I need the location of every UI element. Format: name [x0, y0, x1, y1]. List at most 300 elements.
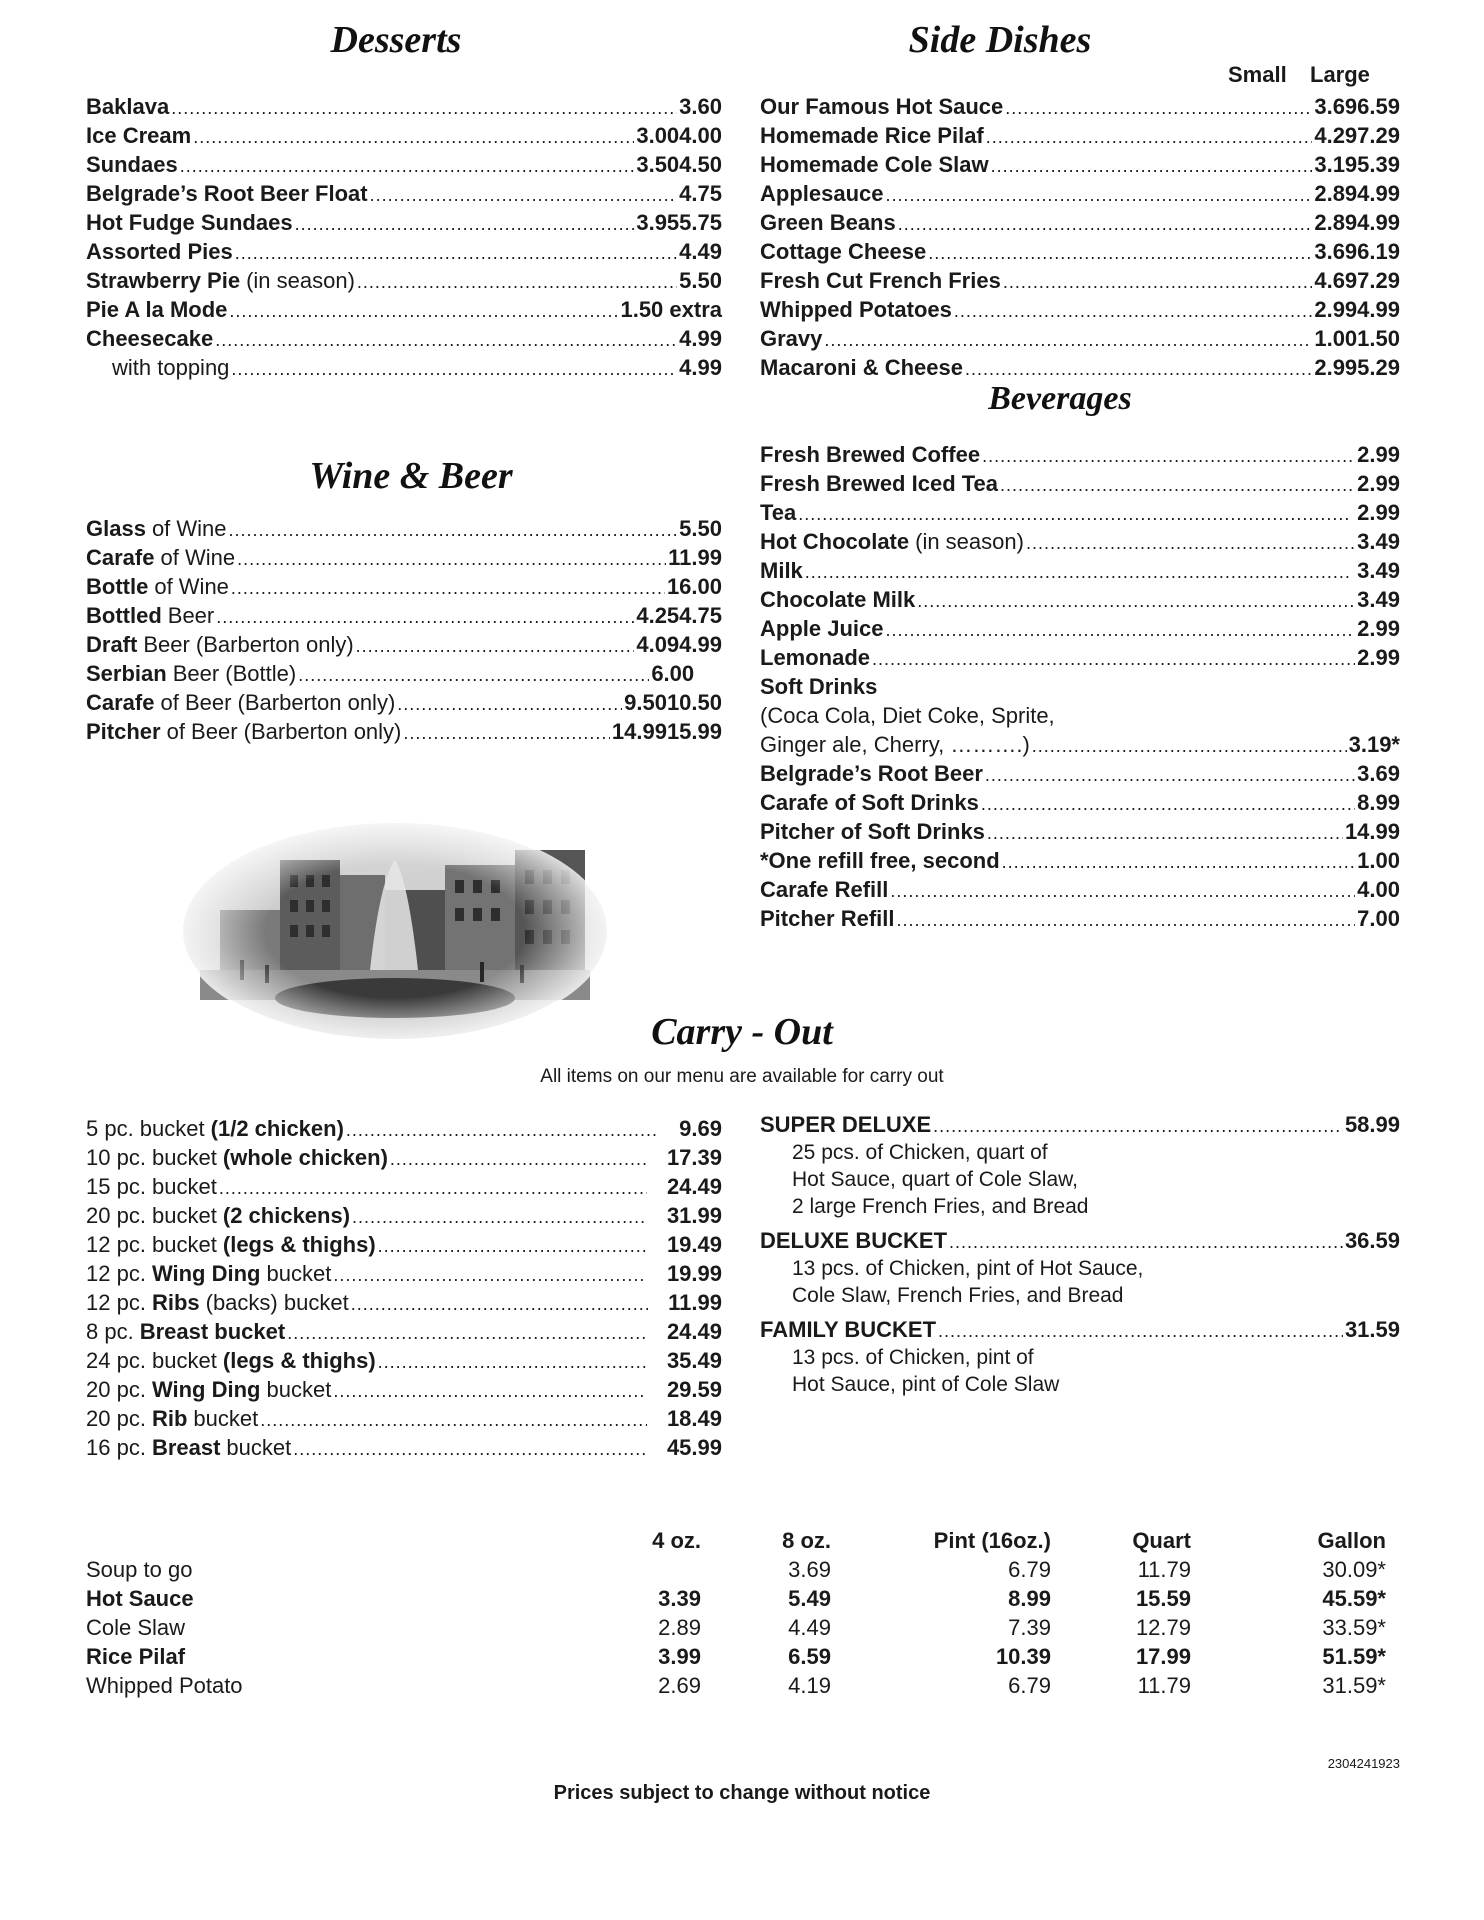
desserts-title: Desserts [330, 19, 462, 61]
bucket-suffix: bucket [266, 1377, 332, 1402]
item-name: with topping [112, 355, 230, 380]
quart-header: Quart [1132, 1528, 1191, 1553]
leader-dots [235, 239, 677, 268]
wine-beer-list [86, 514, 722, 746]
leader-dots [1032, 732, 1347, 761]
soft-drinks-label-row [760, 672, 1400, 701]
bucket-item [86, 1288, 722, 1317]
bucket-type: (whole chicken) [222, 1145, 388, 1170]
bucket-size: 12 pc. bucket [86, 1232, 217, 1257]
deluxe-price: 36.59 [1344, 1228, 1400, 1253]
item-name: Baklava [86, 94, 170, 119]
wine-beer-item [86, 572, 722, 601]
deluxe-description: 2 large French Fries, and Bread [792, 1195, 1089, 1218]
price: 4.00 [1357, 877, 1400, 902]
large-price: 4.99 [1357, 210, 1400, 235]
sizes-cell-gallon: 31.59* [1322, 1673, 1386, 1698]
bucket-suffix: bucket [226, 1435, 292, 1460]
item-name: Hot Chocolate [760, 529, 910, 554]
large-price: 4.75 [679, 603, 722, 628]
menu-code: 2304241923 [1327, 1756, 1400, 1771]
item-name: Whipped Potatoes [760, 297, 952, 322]
item-name: Chocolate Milk [760, 587, 916, 612]
leader-dots [982, 442, 1355, 471]
large-price: 4.99 [1357, 297, 1400, 322]
sizes-cell-oz4: 3.39 [658, 1586, 701, 1611]
deluxe-description: 13 pcs. of Chicken, pint of [792, 1346, 1034, 1369]
small-price: 1.00 [1314, 326, 1358, 351]
sizes-cell-oz8: 5.49 [788, 1586, 831, 1611]
item-name: *One refill free, second [760, 848, 1000, 873]
leader-dots [886, 181, 1313, 210]
wine-beer-title: Wine & Beer [309, 455, 513, 497]
dessert-item [86, 121, 722, 150]
col-large-header: Large [1310, 62, 1370, 87]
bucket-size: 20 pc. [86, 1406, 146, 1431]
item-name: Belgrade’s Root Beer [760, 761, 983, 786]
sizes-cell-pint: 6.79 [1008, 1557, 1051, 1582]
leader-dots [370, 181, 678, 210]
leader-dots [1026, 529, 1355, 558]
bucket-price: 19.99 [666, 1261, 722, 1286]
deluxe-description: 25 pcs. of Chicken, quart of [792, 1141, 1048, 1164]
vintage-city-photo [180, 820, 610, 1042]
item-name-bold: Glass [86, 516, 146, 541]
bucket-suffix: bucket [193, 1406, 259, 1431]
leader-dots [298, 661, 649, 690]
small-price: 3.69 [1314, 239, 1358, 264]
leader-dots [229, 516, 678, 545]
beverage-item [760, 788, 1400, 817]
bucket-type: (2 chickens) [222, 1203, 351, 1228]
leader-dots [933, 1112, 1343, 1141]
side-dish-item [760, 237, 1400, 266]
small-price: 2.89 [1314, 210, 1358, 235]
price: 2.99 [1357, 442, 1400, 467]
bucket-item [86, 1259, 722, 1288]
item-name: Cottage Cheese [760, 239, 927, 264]
item-name: Milk [760, 558, 803, 583]
soft-drinks-line1 [760, 701, 1400, 730]
beverage-item [760, 643, 1400, 672]
item-name: Apple Juice [760, 616, 884, 641]
bucket-item [86, 1346, 722, 1375]
deluxe-name: FAMILY BUCKET [760, 1317, 937, 1342]
sizes-row [86, 1584, 1386, 1613]
deluxe-item [760, 1315, 1400, 1344]
leader-dots [1003, 268, 1313, 297]
bucket-list [86, 1114, 722, 1462]
small-price: 3.00 [636, 123, 680, 148]
sizes-cell-oz8: 6.59 [788, 1644, 831, 1669]
leader-dots [333, 1377, 647, 1406]
sizes-cell-name: Rice Pilaf [86, 1644, 186, 1669]
oz8-header: 8 oz. [782, 1528, 831, 1553]
beverage-item [760, 904, 1400, 933]
bucket-type: (legs & thighs) [222, 1232, 376, 1257]
dessert-item [86, 208, 722, 237]
sizes-cell-pint: 6.79 [1008, 1673, 1051, 1698]
item-name: Green Beans [760, 210, 896, 235]
large-price: 6.59 [1357, 94, 1400, 119]
sizes-cell-gallon: 30.09* [1322, 1557, 1386, 1582]
leader-dots [987, 819, 1343, 848]
sizes-cell-quart: 15.59 [1135, 1586, 1191, 1611]
dessert-item [86, 324, 722, 353]
wine-beer-item [86, 717, 722, 746]
large-price: 5.50 [679, 516, 722, 541]
leader-dots [949, 1228, 1343, 1257]
small-price: 3.95 [636, 210, 680, 235]
sizes-cell-oz8: 3.69 [788, 1557, 831, 1582]
beverage-item [760, 614, 1400, 643]
small-price: 2.99 [1314, 297, 1358, 322]
beverage-item [760, 556, 1400, 585]
beverages-list [760, 440, 1400, 933]
beverage-item [760, 469, 1400, 498]
sizes-row [86, 1613, 1386, 1642]
leader-dots [397, 690, 622, 719]
large-price: 4.99 [679, 632, 722, 657]
item-name: Tea [760, 500, 797, 525]
leader-dots [352, 1203, 647, 1232]
side-dishes-title: Side Dishes [908, 19, 1092, 61]
price: 3.49 [1357, 587, 1400, 612]
leader-dots [171, 94, 677, 123]
large-price: 11.99 [668, 545, 722, 570]
beverage-item [760, 759, 1400, 788]
bucket-suffix: bucket [266, 1261, 332, 1286]
leader-dots [954, 297, 1312, 326]
leader-dots [293, 1435, 647, 1464]
bucket-type: Wing Ding [151, 1377, 261, 1402]
bucket-item [86, 1230, 722, 1259]
item-name-rest: of Wine [154, 574, 229, 599]
dessert-item [86, 353, 722, 382]
leader-dots [1000, 471, 1355, 500]
leader-dots [938, 1317, 1343, 1346]
deluxe-description: Hot Sauce, quart of Cole Slaw, [792, 1168, 1078, 1191]
sizes-cell-pint: 7.39 [1008, 1615, 1051, 1640]
item-name-rest: Beer (Barberton only) [143, 632, 354, 657]
price: 3.69 [1357, 761, 1400, 786]
soft-drinks-list-2: Ginger ale, Cherry, ……….) [760, 732, 1030, 757]
bucket-price: 24.49 [666, 1174, 722, 1199]
large-price: 4.49 [679, 239, 722, 264]
bucket-item [86, 1143, 722, 1172]
bucket-type: Wing Ding [151, 1261, 261, 1286]
sizes-cell-name: Cole Slaw [86, 1615, 186, 1640]
leader-dots [231, 574, 665, 603]
small-price: 4.69 [1314, 268, 1358, 293]
item-note: (in season) [246, 268, 355, 293]
item-name-rest: of Wine [151, 516, 227, 541]
bucket-size: 20 pc. bucket [86, 1203, 217, 1228]
leader-dots [180, 152, 635, 181]
bucket-type: Rib [151, 1406, 188, 1431]
leader-dots [805, 558, 1351, 587]
leader-dots [917, 587, 1355, 616]
large-price: 4.00 [679, 123, 722, 148]
bucket-size: 16 pc. [86, 1435, 146, 1460]
wine-beer-item [86, 543, 722, 572]
sizes-row [86, 1642, 1386, 1671]
price: 1.00 [1357, 848, 1400, 873]
item-name: Homemade Cole Slaw [760, 152, 989, 177]
item-name: Carafe of Soft Drinks [760, 790, 979, 815]
bucket-price: 17.39 [666, 1145, 722, 1170]
item-name: Fresh Brewed Coffee [760, 442, 981, 467]
small-price: 3.19 [1314, 152, 1358, 177]
oz4-header: 4 oz. [652, 1528, 701, 1553]
desserts-list [86, 92, 722, 382]
col-small-header: Small [1228, 62, 1287, 87]
bucket-size: 5 pc. bucket [86, 1116, 205, 1141]
beverage-item [760, 846, 1400, 875]
sizes-cell-gallon: 51.59* [1322, 1644, 1386, 1669]
side-dish-item [760, 208, 1400, 237]
item-name-bold: Serbian [86, 661, 167, 686]
soft-drinks-price: 3.19* [1348, 732, 1400, 757]
bucket-price: 29.59 [666, 1377, 722, 1402]
leader-dots [403, 719, 610, 748]
beverage-item [760, 498, 1400, 527]
deluxe-description: 13 pcs. of Chicken, pint of Hot Sauce, [792, 1257, 1144, 1280]
bucket-size: 20 pc. [86, 1377, 146, 1402]
leader-dots [985, 761, 1355, 790]
sizes-cell-pint: 10.39 [995, 1644, 1051, 1669]
small-price: 4.25 [636, 603, 680, 628]
wine-beer-item [86, 688, 722, 717]
sizes-row [86, 1671, 1386, 1700]
small-price: 2.89 [1314, 181, 1358, 206]
sizes-cell-oz4: 3.99 [658, 1644, 701, 1669]
item-name: Pitcher Refill [760, 906, 895, 931]
wine-beer-item [86, 514, 722, 543]
item-name-rest: of Wine [160, 545, 236, 570]
bucket-size: 24 pc. bucket [86, 1348, 217, 1373]
leader-dots [356, 632, 635, 661]
leader-dots [872, 645, 1355, 674]
side-dish-item [760, 121, 1400, 150]
item-name: Pitcher of Soft Drinks [760, 819, 985, 844]
large-price: 4.75 [679, 181, 722, 206]
deluxe-description: Cole Slaw, French Fries, and Bread [792, 1284, 1124, 1307]
deluxe-list [760, 1110, 1400, 1398]
footer-note: Prices subject to change without notice [553, 1782, 931, 1804]
item-name-bold: Pitcher [86, 719, 161, 744]
bucket-type: Breast [151, 1435, 221, 1460]
large-price: 10.50 [666, 690, 722, 715]
sizes-cell-oz4: 2.69 [658, 1673, 701, 1698]
leader-dots [216, 603, 634, 632]
sizes-cell-name: Soup to go [86, 1557, 193, 1582]
wine-beer-item [86, 659, 722, 688]
item-name: Fresh Cut French Fries [760, 268, 1001, 293]
leader-dots [390, 1145, 647, 1174]
item-name-bold: Bottle [86, 574, 149, 599]
leader-dots [898, 210, 1313, 239]
item-name: Carafe Refill [760, 877, 889, 902]
deluxe-item [760, 1226, 1400, 1255]
side-dish-item [760, 266, 1400, 295]
large-price: 7.29 [1357, 268, 1400, 293]
wine-beer-item [86, 601, 722, 630]
beverage-item [760, 817, 1400, 846]
leader-dots [357, 268, 677, 297]
leader-dots [991, 152, 1313, 181]
price: 7.00 [1357, 906, 1400, 931]
small-price: 14.99 [611, 719, 667, 744]
leader-dots [333, 1261, 647, 1290]
price: 3.49 [1357, 529, 1400, 554]
deluxe-name: DELUXE BUCKET [760, 1228, 948, 1253]
carry-out-title: Carry - Out [651, 1011, 833, 1053]
item-name: Hot Fudge Sundaes [86, 210, 293, 235]
leader-dots [295, 210, 635, 239]
leader-dots [824, 326, 1312, 355]
item-name-rest: of Beer (Barberton only) [160, 690, 396, 715]
item-name: Applesauce [760, 181, 884, 206]
sizes-cell-name: Whipped Potato [86, 1673, 243, 1698]
bucket-item [86, 1317, 722, 1346]
sizes-cell-oz4: 2.89 [658, 1615, 701, 1640]
deluxe-description: Hot Sauce, pint of Cole Slaw [792, 1373, 1060, 1396]
soft-drinks-list: (Coca Cola, Diet Coke, Sprite, [760, 703, 1055, 728]
sizes-cell-oz8: 4.49 [788, 1615, 831, 1640]
large-price: 4.99 [679, 355, 722, 380]
bucket-type: Ribs [151, 1290, 200, 1315]
beverage-item [760, 527, 1400, 556]
deluxe-price: 31.59 [1344, 1317, 1400, 1342]
item-name: Strawberry Pie [86, 268, 241, 293]
leader-dots [896, 906, 1355, 935]
dessert-item [86, 179, 722, 208]
item-name: Belgrade’s Root Beer Float [86, 181, 368, 206]
dessert-item [86, 266, 722, 295]
dessert-item [86, 150, 722, 179]
leader-dots [378, 1348, 647, 1377]
deluxe-item [760, 1110, 1400, 1139]
small-price: 2.99 [1314, 355, 1358, 380]
price: 2.99 [1357, 500, 1400, 525]
dessert-item [86, 92, 722, 121]
bucket-size: 8 pc. [86, 1319, 134, 1344]
price: 2.99 [1357, 471, 1400, 496]
item-name: Homemade Rice Pilaf [760, 123, 984, 148]
item-name: Lemonade [760, 645, 871, 670]
price: 2.99 [1357, 616, 1400, 641]
leader-dots [1002, 848, 1356, 877]
sizes-cell-name: Hot Sauce [86, 1586, 194, 1611]
sizes-table [86, 1526, 1386, 1700]
item-name-bold: Carafe [86, 690, 155, 715]
item-name: Fresh Brewed Iced Tea [760, 471, 999, 496]
bucket-price: 45.99 [666, 1435, 722, 1460]
sizes-cell-gallon: 33.59* [1322, 1615, 1386, 1640]
pint-header: Pint (16oz.) [933, 1528, 1051, 1553]
wine-beer-item [86, 630, 722, 659]
leader-dots [378, 1232, 647, 1261]
item-name: Assorted Pies [86, 239, 233, 264]
bucket-type: (legs & thighs) [222, 1348, 376, 1373]
bucket-price: 18.49 [666, 1406, 722, 1431]
sizes-cell-oz8: 4.19 [788, 1673, 831, 1698]
small-price: 3.69 [1314, 94, 1358, 119]
dessert-item [86, 237, 722, 266]
large-price: 6.19 [1357, 239, 1400, 264]
soft-drinks-label: Soft Drinks [760, 674, 878, 699]
leader-dots [1005, 94, 1312, 123]
leader-dots [237, 545, 666, 574]
bucket-item [86, 1375, 722, 1404]
small-price: 3.50 [636, 152, 680, 177]
small-price: 4.09 [636, 632, 680, 657]
bucket-item [86, 1404, 722, 1433]
deluxe-name: SUPER DELUXE [760, 1112, 932, 1137]
large-price: 1.50 [1357, 326, 1400, 351]
bucket-price: 9.69 [679, 1116, 722, 1141]
bucket-size: 15 pc. bucket [86, 1174, 217, 1199]
leader-dots [287, 1319, 647, 1348]
leader-dots [260, 1406, 647, 1435]
item-name: Macaroni & Cheese [760, 355, 963, 380]
bucket-price: 35.49 [666, 1348, 722, 1373]
item-name: Cheesecake [86, 326, 214, 351]
leader-dots [219, 1174, 647, 1203]
item-name-bold: Draft [86, 632, 138, 657]
bucket-type: (1/2 chicken) [210, 1116, 344, 1141]
sizes-cell-quart: 11.79 [1137, 1557, 1191, 1582]
item-name-bold: Carafe [86, 545, 155, 570]
item-note: (in season) [915, 529, 1024, 554]
item-name-rest: Beer (Bottle) [172, 661, 297, 686]
side-dish-item [760, 92, 1400, 121]
side-dishes-list [760, 92, 1400, 382]
bucket-item [86, 1172, 722, 1201]
price: 2.99 [1357, 645, 1400, 670]
leader-dots [229, 297, 618, 326]
bucket-price: 24.49 [666, 1319, 722, 1344]
item-name-bold: Bottled [86, 603, 162, 628]
leader-dots [193, 123, 634, 152]
bucket-item [86, 1114, 722, 1143]
side-dish-item [760, 150, 1400, 179]
leader-dots [346, 1116, 659, 1145]
large-price: 1.50 extra [620, 297, 722, 322]
beverage-item [760, 875, 1400, 904]
bucket-price: 19.49 [666, 1232, 722, 1257]
item-name-rest: Beer [167, 603, 215, 628]
sizes-cell-oz4 [591, 1555, 701, 1584]
item-name: Pie A la Mode [86, 297, 228, 322]
large-price: 4.99 [679, 326, 722, 351]
price: 3.49 [1357, 558, 1400, 583]
bucket-item [86, 1433, 722, 1462]
price: 14.99 [1344, 819, 1400, 844]
leader-dots [798, 500, 1350, 529]
large-price: 5.75 [679, 210, 722, 235]
leader-dots [351, 1290, 648, 1319]
large-price: 3.60 [679, 94, 722, 119]
large-price: 7.29 [1357, 123, 1400, 148]
deluxe-price: 58.99 [1344, 1112, 1400, 1137]
side-dish-item [760, 324, 1400, 353]
sizes-cell-gallon: 45.59* [1322, 1586, 1386, 1611]
beverage-item [760, 585, 1400, 614]
gallon-header: Gallon [1317, 1528, 1386, 1553]
leader-dots [928, 239, 1312, 268]
